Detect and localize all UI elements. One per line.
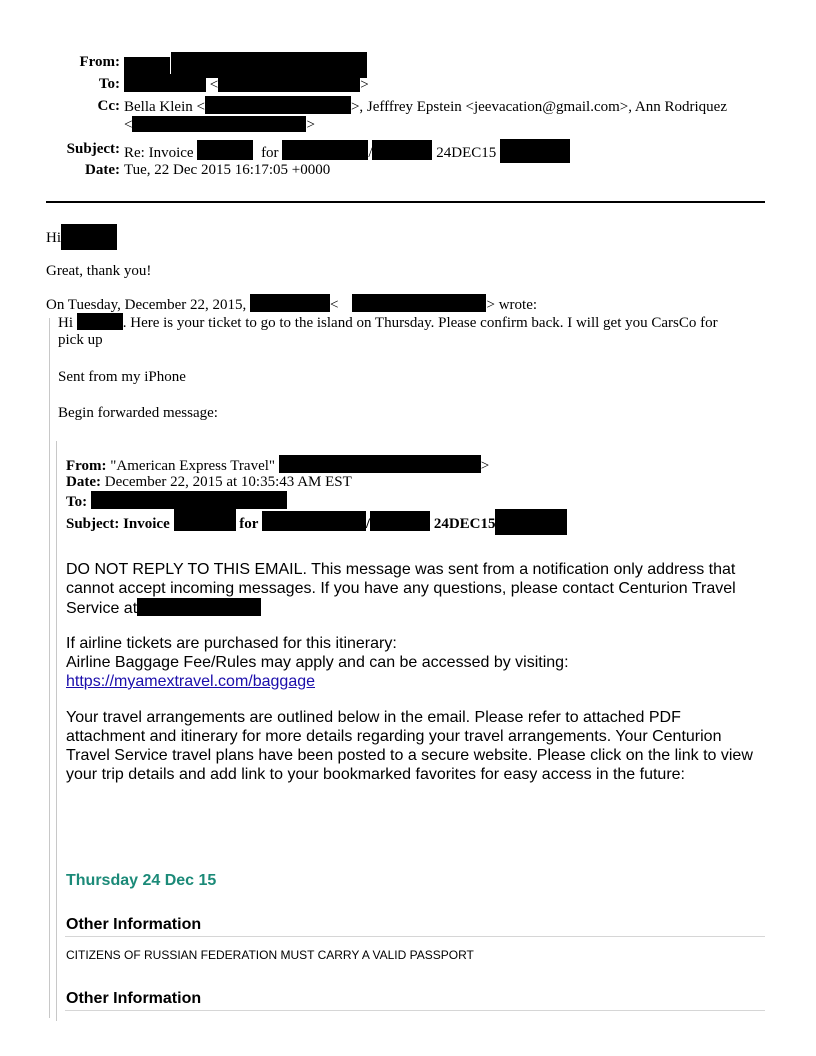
redacted-block: [352, 294, 486, 312]
redacted-block: [77, 313, 123, 330]
header-divider: [46, 201, 765, 203]
cc-label: Cc:: [97, 98, 120, 114]
other-info-heading-1: Other Information: [66, 916, 202, 933]
redacted-block: [500, 139, 570, 163]
airline-line-2: Airline Baggage Fee/Rules may apply and can be accessed by visiting:: [66, 654, 569, 671]
other-info-heading-2: Other Information: [66, 990, 202, 1007]
airline-line-1: If airline tickets are purchased for this itinerary:: [66, 635, 397, 652]
redacted-block: [61, 224, 117, 250]
fwd-subject-row: Subject: Invoice for / 24DEC15: [66, 509, 567, 535]
baggage-link[interactable]: https://myamextravel.com/baggage: [66, 673, 316, 690]
sent-from-iphone: Sent from my iPhone: [58, 369, 186, 385]
redacted-block: [372, 140, 432, 160]
passport-note: CITIZENS OF RUSSIAN FEDERATION MUST CARRY A VALID PASSPORT: [66, 948, 474, 962]
travel-line-2: attachment and itinerary for more details regarding your travel arrangements. Your Centurion: [66, 728, 722, 745]
date-label: Date:: [85, 162, 120, 178]
redacted-block: [197, 140, 253, 160]
fwd-to-row: To:: [66, 491, 287, 511]
redacted-block: [262, 511, 366, 531]
redacted-block: [205, 96, 351, 114]
subject-label: Subject:: [66, 141, 120, 157]
notice-line-2: cannot accept incoming messages. If you have any questions, please contact Centurion Travel: [66, 580, 736, 597]
section-divider: [65, 1010, 765, 1011]
redacted-block: [370, 511, 430, 531]
from-label: From:: [79, 54, 120, 70]
redacted-block: [174, 509, 236, 531]
quote-attribution: On Tuesday, December 22, 2015, < > wrote:: [46, 294, 537, 314]
forward-quote-bar: [56, 441, 57, 1021]
fwd-from-row: From: "American Express Travel" >: [66, 455, 489, 475]
section-divider: [65, 936, 765, 937]
travel-line-4: your trip details and add link to your bookmarked favorites for easy access in the future:: [66, 766, 685, 783]
redacted-block: [137, 598, 261, 616]
redacted-block: [495, 509, 567, 535]
travel-line-3: Travel Service travel plans have been posted to a secure website. Please click on the link to view: [66, 747, 753, 764]
travel-line-1: Your travel arrangements are outlined below in the email. Please refer to attached PDF: [66, 709, 681, 726]
redacted-block: [132, 116, 306, 132]
redacted-block: [279, 455, 481, 473]
fwd-date-row: Date: December 22, 2015 at 10:35:43 AM EST: [66, 474, 352, 490]
redacted-block: [91, 491, 287, 509]
redacted-block: [124, 74, 206, 92]
to-label: To:: [98, 76, 120, 92]
redacted-block: [218, 74, 360, 92]
itinerary-day-heading: Thursday 24 Dec 15: [66, 872, 217, 889]
reply-greeting: Hi: [46, 224, 117, 250]
begin-forwarded: Begin forwarded message:: [58, 405, 218, 421]
notice-line-1: DO NOT REPLY TO THIS EMAIL. This message was sent from a notification only address that: [66, 561, 736, 578]
quoted-line-1: Hi . Here is your ticket to go to the island on Thursday. Please confirm back. I will get you CarsCo for: [58, 315, 718, 331]
redacted-block: [250, 294, 330, 312]
notice-line-3: Service at: [66, 598, 261, 618]
redacted-block: [124, 57, 170, 75]
reply-thanks: Great, thank you!: [46, 263, 152, 279]
date-value: Tue, 22 Dec 2015 16:17:05 +0000: [124, 162, 331, 178]
redacted-block: [282, 140, 368, 160]
quote-bar: [49, 318, 50, 1018]
quoted-line-2: pick up: [58, 332, 103, 348]
